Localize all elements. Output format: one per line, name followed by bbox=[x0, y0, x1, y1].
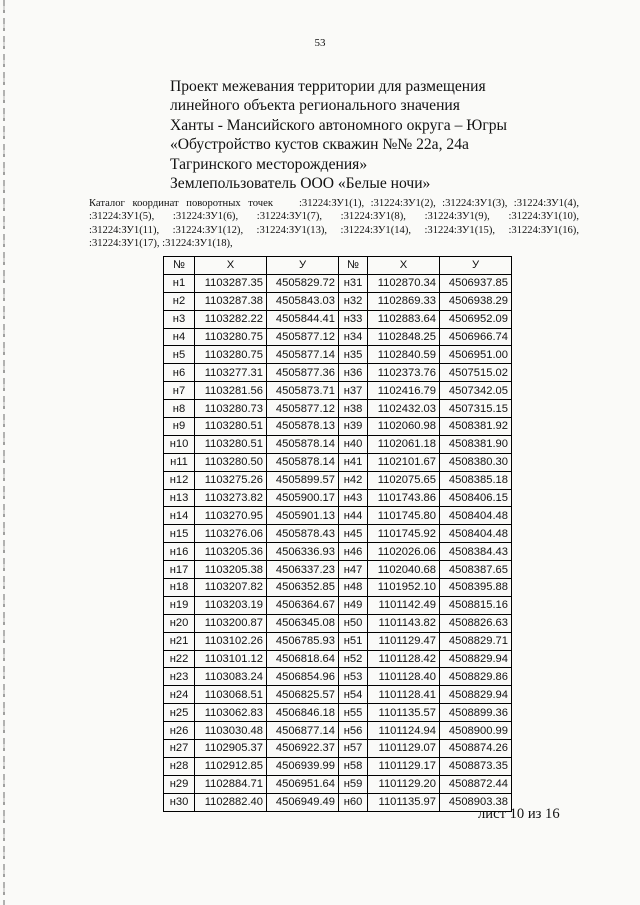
y-coordinate: 4506854.96 bbox=[267, 668, 339, 686]
point-number: н35 bbox=[339, 346, 368, 364]
x-coordinate: 1101952.10 bbox=[368, 579, 440, 597]
point-number: н45 bbox=[339, 525, 368, 543]
plot-id: :31224:ЗУ1(7), bbox=[256, 211, 322, 223]
x-coordinate: 1103200.87 bbox=[195, 614, 267, 632]
point-number: н12 bbox=[164, 471, 195, 489]
y-coordinate: 4505873.71 bbox=[267, 382, 339, 400]
point-number: н48 bbox=[339, 579, 368, 597]
point-number: н59 bbox=[339, 775, 368, 793]
plot-id: :31224:ЗУ1(17), :31224:ЗУ1(18), bbox=[89, 238, 233, 250]
point-number: н25 bbox=[164, 704, 195, 722]
point-number: н41 bbox=[339, 453, 368, 471]
plot-id: :31224:ЗУ1(11), bbox=[89, 224, 160, 236]
table-body bbox=[164, 274, 512, 811]
x-coordinate: 1103280.73 bbox=[195, 400, 267, 418]
point-number: н9 bbox=[164, 418, 195, 436]
x-coordinate: 1103068.51 bbox=[195, 686, 267, 704]
point-number: н58 bbox=[339, 757, 368, 775]
x-coordinate: 1103083.24 bbox=[195, 668, 267, 686]
point-number: н13 bbox=[164, 489, 195, 507]
y-coordinate: 4508874.26 bbox=[440, 740, 512, 758]
sheet-counter: лист 10 из 16 bbox=[478, 806, 560, 822]
x-coordinate: 1102884.71 bbox=[195, 775, 267, 793]
y-coordinate: 4505843.03 bbox=[267, 292, 339, 310]
y-coordinate: 4505901.13 bbox=[267, 507, 339, 525]
table-row bbox=[164, 650, 512, 668]
table-row bbox=[164, 346, 512, 364]
point-number: н46 bbox=[339, 543, 368, 561]
y-coordinate: 4506966.74 bbox=[440, 328, 512, 346]
point-number: н29 bbox=[164, 775, 195, 793]
scan-margin-edge bbox=[3, 0, 5, 905]
x-coordinate: 1101129.07 bbox=[368, 740, 440, 758]
catalog-heading: Каталог координат поворотных точек bbox=[89, 198, 273, 209]
x-coordinate: 1102060.98 bbox=[368, 418, 440, 436]
point-number: н17 bbox=[164, 561, 195, 579]
y-coordinate: 4506364.67 bbox=[267, 596, 339, 614]
column-header: У bbox=[440, 257, 512, 275]
title-line: Ханты - Мансийского автономного округа – Югры bbox=[170, 116, 507, 134]
y-coordinate: 4505878.43 bbox=[267, 525, 339, 543]
x-coordinate: 1103280.75 bbox=[195, 346, 267, 364]
y-coordinate: 4508815.16 bbox=[440, 596, 512, 614]
point-number: н50 bbox=[339, 614, 368, 632]
table-row bbox=[164, 382, 512, 400]
point-number: н10 bbox=[164, 435, 195, 453]
point-number: н23 bbox=[164, 668, 195, 686]
table-row bbox=[164, 364, 512, 382]
x-coordinate: 1102840.59 bbox=[368, 346, 440, 364]
y-coordinate: 4505878.14 bbox=[267, 453, 339, 471]
x-coordinate: 1101745.92 bbox=[368, 525, 440, 543]
x-coordinate: 1103280.51 bbox=[195, 418, 267, 436]
x-coordinate: 1101128.42 bbox=[368, 650, 440, 668]
y-coordinate: 4508829.94 bbox=[440, 650, 512, 668]
x-coordinate: 1103207.82 bbox=[195, 579, 267, 597]
table-row bbox=[164, 722, 512, 740]
y-coordinate: 4508829.94 bbox=[440, 686, 512, 704]
point-number: н51 bbox=[339, 632, 368, 650]
table-row bbox=[164, 704, 512, 722]
table-row bbox=[164, 507, 512, 525]
table-row bbox=[164, 274, 512, 292]
x-coordinate: 1101124.94 bbox=[368, 722, 440, 740]
plot-id: :31224:ЗУ1(12), bbox=[172, 224, 244, 236]
table-row bbox=[164, 543, 512, 561]
point-number: н34 bbox=[339, 328, 368, 346]
table-row bbox=[164, 453, 512, 471]
point-number: н42 bbox=[339, 471, 368, 489]
x-coordinate: 1103205.36 bbox=[195, 543, 267, 561]
table-row bbox=[164, 328, 512, 346]
column-header: № bbox=[339, 257, 368, 275]
y-coordinate: 4506825.57 bbox=[267, 686, 339, 704]
table-row bbox=[164, 596, 512, 614]
y-coordinate: 4506949.49 bbox=[267, 793, 339, 811]
y-coordinate: 4505877.14 bbox=[267, 346, 339, 364]
y-coordinate: 4506937.85 bbox=[440, 274, 512, 292]
y-coordinate: 4507342.05 bbox=[440, 382, 512, 400]
point-number: н33 bbox=[339, 310, 368, 328]
y-coordinate: 4508381.90 bbox=[440, 435, 512, 453]
y-coordinate: 4505878.14 bbox=[267, 435, 339, 453]
point-number: н26 bbox=[164, 722, 195, 740]
y-coordinate: 4506939.99 bbox=[267, 757, 339, 775]
column-header: № bbox=[164, 257, 195, 275]
x-coordinate: 1102040.68 bbox=[368, 561, 440, 579]
plot-id: :31224:ЗУ1(14), bbox=[340, 224, 412, 236]
x-coordinate: 1102882.40 bbox=[195, 793, 267, 811]
x-coordinate: 1103102.26 bbox=[195, 632, 267, 650]
table-row bbox=[164, 400, 512, 418]
x-coordinate: 1103281.56 bbox=[195, 382, 267, 400]
intro-row bbox=[89, 197, 579, 210]
y-coordinate: 4505844.41 bbox=[267, 310, 339, 328]
document-title bbox=[170, 77, 570, 193]
x-coordinate: 1102848.25 bbox=[368, 328, 440, 346]
x-coordinate: 1102075.65 bbox=[368, 471, 440, 489]
x-coordinate: 1102101.67 bbox=[368, 453, 440, 471]
intro-row bbox=[89, 224, 579, 237]
x-coordinate: 1102373.76 bbox=[368, 364, 440, 382]
y-coordinate: 4506818.64 bbox=[267, 650, 339, 668]
point-number: н28 bbox=[164, 757, 195, 775]
x-coordinate: 1103280.50 bbox=[195, 453, 267, 471]
y-coordinate: 4508872.44 bbox=[440, 775, 512, 793]
point-number: н20 bbox=[164, 614, 195, 632]
x-coordinate: 1103205.38 bbox=[195, 561, 267, 579]
table-row bbox=[164, 686, 512, 704]
y-coordinate: 4505829.72 bbox=[267, 274, 339, 292]
table-row bbox=[164, 561, 512, 579]
x-coordinate: 1103276.06 bbox=[195, 525, 267, 543]
y-coordinate: 4505900.17 bbox=[267, 489, 339, 507]
point-number: н47 bbox=[339, 561, 368, 579]
point-number: н21 bbox=[164, 632, 195, 650]
table-row bbox=[164, 740, 512, 758]
x-coordinate: 1103030.48 bbox=[195, 722, 267, 740]
x-coordinate: 1103275.26 bbox=[195, 471, 267, 489]
title-line: Проект межевания территории для размещения bbox=[170, 78, 486, 95]
point-number: н6 bbox=[164, 364, 195, 382]
y-coordinate: 4506922.37 bbox=[267, 740, 339, 758]
x-coordinate: 1101129.17 bbox=[368, 757, 440, 775]
table-row bbox=[164, 579, 512, 597]
y-coordinate: 4508395.88 bbox=[440, 579, 512, 597]
y-coordinate: 4506345.08 bbox=[267, 614, 339, 632]
point-number: н38 bbox=[339, 400, 368, 418]
y-coordinate: 4506352.85 bbox=[267, 579, 339, 597]
x-coordinate: 1102869.33 bbox=[368, 292, 440, 310]
x-coordinate: 1102883.64 bbox=[368, 310, 440, 328]
point-number: н16 bbox=[164, 543, 195, 561]
point-number: н14 bbox=[164, 507, 195, 525]
y-coordinate: 4508903.38 bbox=[440, 793, 512, 811]
table-row bbox=[164, 525, 512, 543]
catalog-intro bbox=[89, 197, 579, 251]
x-coordinate: 1102905.37 bbox=[195, 740, 267, 758]
point-number: н19 bbox=[164, 596, 195, 614]
point-number: н11 bbox=[164, 453, 195, 471]
x-coordinate: 1102026.06 bbox=[368, 543, 440, 561]
point-number: н18 bbox=[164, 579, 195, 597]
y-coordinate: 4505899.57 bbox=[267, 471, 339, 489]
point-number: н60 bbox=[339, 793, 368, 811]
y-coordinate: 4508829.86 bbox=[440, 668, 512, 686]
point-number: н5 bbox=[164, 346, 195, 364]
y-coordinate: 4506336.93 bbox=[267, 543, 339, 561]
y-coordinate: 4506877.14 bbox=[267, 722, 339, 740]
x-coordinate: 1102416.79 bbox=[368, 382, 440, 400]
table-row bbox=[164, 435, 512, 453]
x-coordinate: 1102912.85 bbox=[195, 757, 267, 775]
column-header: X bbox=[368, 257, 440, 275]
y-coordinate: 4508829.71 bbox=[440, 632, 512, 650]
y-coordinate: 4507315.15 bbox=[440, 400, 512, 418]
intro-row bbox=[89, 210, 579, 223]
plot-id: :31224:ЗУ1(9), bbox=[424, 211, 490, 223]
x-coordinate: 1102432.03 bbox=[368, 400, 440, 418]
x-coordinate: 1103203.19 bbox=[195, 596, 267, 614]
x-coordinate: 1101129.47 bbox=[368, 632, 440, 650]
x-coordinate: 1101142.49 bbox=[368, 596, 440, 614]
title-line: «Обустройство кустов скважин №№ 22а, 24а bbox=[170, 136, 469, 154]
point-number: н2 bbox=[164, 292, 195, 310]
plot-id: :31224:ЗУ1(3), bbox=[442, 198, 508, 209]
point-number: н1 bbox=[164, 274, 195, 292]
point-number: н56 bbox=[339, 722, 368, 740]
plot-id: :31224:ЗУ1(13), bbox=[256, 224, 328, 236]
plot-id: :31224:ЗУ1(15), bbox=[424, 224, 495, 236]
table-row bbox=[164, 793, 512, 811]
point-number: н57 bbox=[339, 740, 368, 758]
plot-list bbox=[299, 197, 579, 210]
point-number: н3 bbox=[164, 310, 195, 328]
table-row bbox=[164, 418, 512, 436]
title-line: Землепользователь ООО «Белые ночи» bbox=[170, 175, 431, 193]
y-coordinate: 4508406.15 bbox=[440, 489, 512, 507]
y-coordinate: 4506951.64 bbox=[267, 775, 339, 793]
y-coordinate: 4508900.99 bbox=[440, 722, 512, 740]
x-coordinate: 1103282.22 bbox=[195, 310, 267, 328]
point-number: н54 bbox=[339, 686, 368, 704]
y-coordinate: 4505877.12 bbox=[267, 400, 339, 418]
y-coordinate: 4506846.18 bbox=[267, 704, 339, 722]
y-coordinate: 4506785.93 bbox=[267, 632, 339, 650]
table-row bbox=[164, 471, 512, 489]
y-coordinate: 4506337.23 bbox=[267, 561, 339, 579]
x-coordinate: 1101135.57 bbox=[368, 704, 440, 722]
y-coordinate: 4506952.09 bbox=[440, 310, 512, 328]
plot-id: :31224:ЗУ1(16), bbox=[508, 224, 579, 236]
point-number: н37 bbox=[339, 382, 368, 400]
table-row bbox=[164, 614, 512, 632]
table-row bbox=[164, 292, 512, 310]
point-number: н7 bbox=[164, 382, 195, 400]
x-coordinate: 1101745.80 bbox=[368, 507, 440, 525]
point-number: н53 bbox=[339, 668, 368, 686]
point-number: н27 bbox=[164, 740, 195, 758]
x-coordinate: 1103062.83 bbox=[195, 704, 267, 722]
x-coordinate: 1101143.82 bbox=[368, 614, 440, 632]
point-number: н36 bbox=[339, 364, 368, 382]
y-coordinate: 4505877.12 bbox=[267, 328, 339, 346]
table-row bbox=[164, 757, 512, 775]
table-row bbox=[164, 775, 512, 793]
point-number: н31 bbox=[339, 274, 368, 292]
x-coordinate: 1101129.20 bbox=[368, 775, 440, 793]
coordinates-table bbox=[163, 256, 512, 812]
x-coordinate: 1101128.41 bbox=[368, 686, 440, 704]
x-coordinate: 1103101.12 bbox=[195, 650, 267, 668]
point-number: н52 bbox=[339, 650, 368, 668]
table-row bbox=[164, 310, 512, 328]
point-number: н55 bbox=[339, 704, 368, 722]
plot-id: :31224:ЗУ1(5), bbox=[89, 211, 155, 223]
point-number: н24 bbox=[164, 686, 195, 704]
y-coordinate: 4508873.35 bbox=[440, 757, 512, 775]
y-coordinate: 4508404.48 bbox=[440, 507, 512, 525]
table-row bbox=[164, 668, 512, 686]
title-line: линейного объекта регионального значения bbox=[170, 97, 460, 115]
table-row bbox=[164, 489, 512, 507]
point-number: н30 bbox=[164, 793, 195, 811]
page-number: 53 bbox=[314, 37, 326, 49]
column-header: X bbox=[195, 257, 267, 275]
table-row bbox=[164, 632, 512, 650]
point-number: н39 bbox=[339, 418, 368, 436]
point-number: н4 bbox=[164, 328, 195, 346]
point-number: н40 bbox=[339, 435, 368, 453]
x-coordinate: 1102870.34 bbox=[368, 274, 440, 292]
point-number: н22 bbox=[164, 650, 195, 668]
table-header-row bbox=[164, 257, 512, 275]
x-coordinate: 1103277.31 bbox=[195, 364, 267, 382]
plot-id: :31224:ЗУ1(8), bbox=[340, 211, 406, 223]
point-number: н8 bbox=[164, 400, 195, 418]
x-coordinate: 1101743.86 bbox=[368, 489, 440, 507]
y-coordinate: 4508899.36 bbox=[440, 704, 512, 722]
intro-row bbox=[89, 237, 579, 250]
x-coordinate: 1103287.38 bbox=[195, 292, 267, 310]
x-coordinate: 1103270.95 bbox=[195, 507, 267, 525]
y-coordinate: 4508385.18 bbox=[440, 471, 512, 489]
x-coordinate: 1101135.97 bbox=[368, 793, 440, 811]
y-coordinate: 4508380.30 bbox=[440, 453, 512, 471]
x-coordinate: 1103280.51 bbox=[195, 435, 267, 453]
y-coordinate: 4507515.02 bbox=[440, 364, 512, 382]
x-coordinate: 1101128.40 bbox=[368, 668, 440, 686]
y-coordinate: 4508826.63 bbox=[440, 614, 512, 632]
y-coordinate: 4508381.92 bbox=[440, 418, 512, 436]
y-coordinate: 4508387.65 bbox=[440, 561, 512, 579]
point-number: н43 bbox=[339, 489, 368, 507]
x-coordinate: 1103287.35 bbox=[195, 274, 267, 292]
point-number: н44 bbox=[339, 507, 368, 525]
point-number: н32 bbox=[339, 292, 368, 310]
plot-id: :31224:ЗУ1(6), bbox=[172, 211, 239, 223]
y-coordinate: 4505878.13 bbox=[267, 418, 339, 436]
plot-id: :31224:ЗУ1(10), bbox=[508, 211, 579, 223]
point-number: н15 bbox=[164, 525, 195, 543]
y-coordinate: 4506938.29 bbox=[440, 292, 512, 310]
y-coordinate: 4508384.43 bbox=[440, 543, 512, 561]
y-coordinate: 4506951.00 bbox=[440, 346, 512, 364]
column-header: У bbox=[267, 257, 339, 275]
plot-id: :31224:ЗУ1(4), bbox=[513, 198, 579, 209]
plot-id: :31224:ЗУ1(1), bbox=[298, 198, 365, 209]
point-number: н49 bbox=[339, 596, 368, 614]
x-coordinate: 1103273.82 bbox=[195, 489, 267, 507]
x-coordinate: 1102061.18 bbox=[368, 435, 440, 453]
x-coordinate: 1103280.75 bbox=[195, 328, 267, 346]
title-line: Тагринского месторождения» bbox=[170, 155, 368, 173]
y-coordinate: 4508404.48 bbox=[440, 525, 512, 543]
plot-id: :31224:ЗУ1(2), bbox=[370, 198, 436, 209]
y-coordinate: 4505877.36 bbox=[267, 364, 339, 382]
